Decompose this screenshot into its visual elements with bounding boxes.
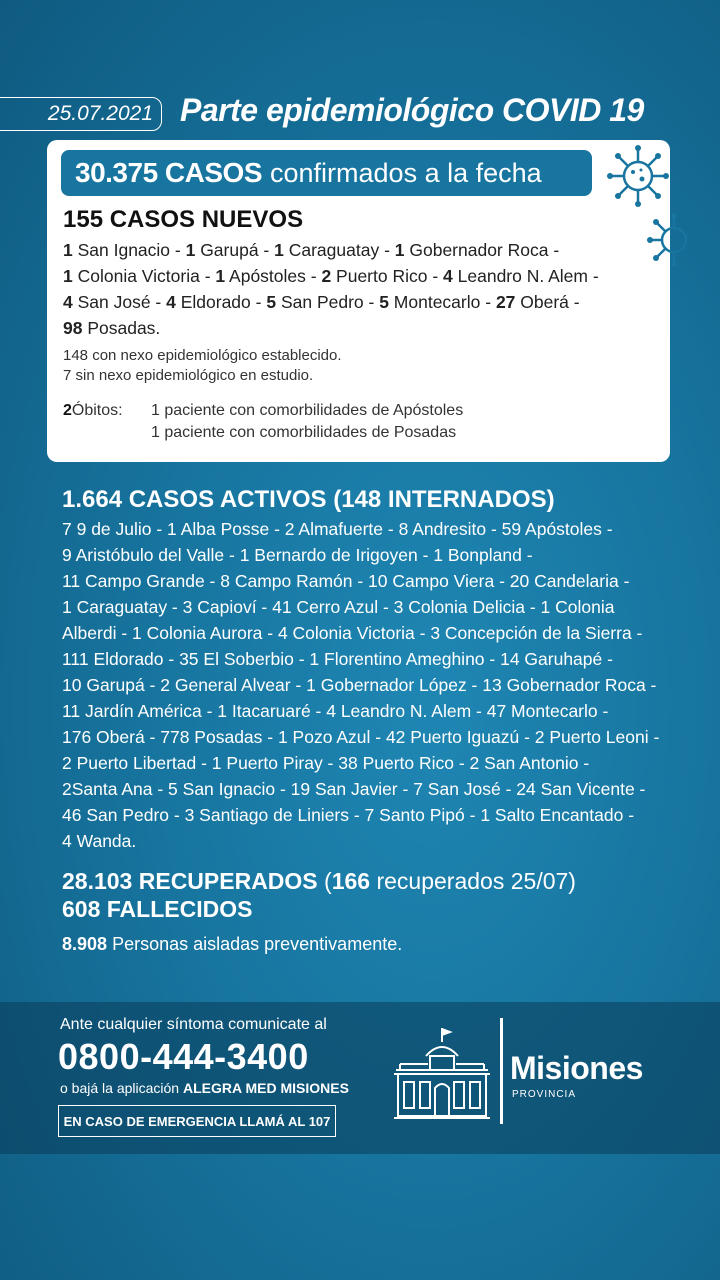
new-case-count: 1 — [215, 266, 226, 286]
date-text: 25.07.2021 — [47, 102, 153, 125]
recovered-paren: ( — [324, 868, 332, 894]
new-case-count: 1 — [394, 240, 405, 260]
isolated-line — [62, 934, 402, 955]
new-case-place: Apóstoles — [225, 266, 306, 286]
new-case-item — [379, 292, 480, 312]
footer-divider — [500, 1018, 503, 1124]
nexo-line-1: 148 con nexo epidemiológico establecido. — [63, 347, 342, 364]
footer-phone-number[interactable]: 0800-444-3400 — [58, 1036, 309, 1077]
brand-name: Misiones — [510, 1050, 643, 1086]
brand-subtitle: PROVINCIA — [512, 1089, 577, 1100]
recovered-today-label: recuperados 25/07) — [376, 868, 576, 894]
footer-emergency-text: EN CASO DE EMERGENCIA LLAMÁ AL 107 — [63, 1113, 331, 1129]
date-badge — [0, 97, 162, 131]
new-case-item — [274, 240, 379, 260]
new-case-place: Garupá — [195, 240, 259, 260]
new-case-item — [266, 292, 363, 312]
new-case-item — [166, 292, 251, 312]
new-case-place: Gobernador Roca — [404, 240, 549, 260]
virus-icon — [606, 144, 670, 208]
active-cases-line: 4 Wanda. — [62, 831, 137, 851]
new-case-count: 4 — [443, 266, 453, 286]
new-case-count: 4 — [166, 292, 176, 312]
active-cases-line: 11 Jardín América - 1 Itacaruaré - 4 Leandro N. Alem - 47 Montecarlo - — [62, 701, 609, 721]
new-case-count: 2 — [321, 266, 332, 286]
obitos-number: 2 — [63, 402, 72, 419]
new-case-item — [395, 240, 549, 260]
new-case-place: San Pedro — [276, 292, 364, 312]
obitos-word: Óbitos: — [71, 402, 123, 419]
active-cases-line: 111 Eldorado - 35 El Soberbio - 1 Florentino Ameghino - 14 Garuhapé - — [62, 649, 613, 669]
new-cases-title: 155 CASOS NUEVOS — [63, 206, 304, 233]
new-case-place: Leandro N. Alem — [452, 266, 588, 286]
deceased-total: 608 FALLECIDOS — [62, 896, 253, 922]
active-cases-line: 7 9 de Julio - 1 Alba Posse - 2 Almafuerte - 8 Andresito - 59 Apóstoles - — [62, 519, 613, 539]
obitos-line-1: 1 paciente con comorbilidades de Apóstoles — [151, 402, 464, 419]
new-case-item — [63, 318, 160, 338]
new-case-item — [496, 292, 569, 312]
government-building-icon — [392, 1026, 492, 1122]
confirmed-cases-number: 30.375 CASOS — [75, 157, 262, 188]
new-case-count: 98 — [63, 318, 83, 338]
new-case-place: San Ignacio — [72, 240, 171, 260]
active-cases-line: 9 Aristóbulo del Valle - 1 Bernardo de Irigoyen - 1 Bonpland - — [62, 545, 533, 565]
new-cases-list: 1 San Ignacio - 1 Garupá - 1 Caraguatay - 1 Gobernador Roca - 1 Colonia Victoria - 1 Apóstoles - 2 Puerto Rico - 4 Leandro N. Alem - 4 San José - 4 Eldorado - 5 San Pedro - 5 Montecarlo - 27 Oberá - 98 Posadas. — [63, 240, 599, 338]
new-case-place: Caraguatay — [283, 240, 380, 260]
active-cases-title: 1.664 CASOS ACTIVOS (148 INTERNADOS) — [62, 486, 555, 513]
new-case-count: 5 — [379, 292, 389, 312]
new-case-place: San José — [72, 292, 151, 312]
new-case-item — [63, 240, 170, 260]
new-case-count: 1 — [63, 266, 73, 286]
new-case-place: Eldorado — [175, 292, 251, 312]
confirmed-cases-label: confirmados a la fecha — [270, 157, 542, 188]
new-cases-card — [47, 140, 670, 462]
footer-symptom-text: Ante cualquier síntoma comunicate al — [60, 1016, 327, 1033]
active-cases-line: 1 Caraguatay - 3 Capioví - 41 Cerro Azul - 3 Colonia Delicia - 1 Colonia — [62, 597, 615, 617]
new-case-count: 1 — [274, 240, 284, 260]
active-cases-line: 46 San Pedro - 3 Santiago de Liniers - 7 Santo Pipó - 1 Salto Encantado - — [62, 805, 635, 825]
active-cases-line: 11 Campo Grande - 8 Campo Ramón - 10 Campo Viera - 20 Candelaria - — [62, 571, 630, 591]
page-title: Parte epidemiológico COVID 19 — [180, 92, 644, 128]
active-cases-list — [62, 516, 682, 854]
new-case-item — [321, 266, 427, 286]
nexo-line-2: 7 sin nexo epidemiológico en estudio. — [63, 367, 314, 384]
footer — [0, 1002, 720, 1154]
active-cases-line: 2 Puerto Libertad - 1 Puerto Piray - 38 Puerto Rico - 2 San Antonio - — [62, 753, 590, 773]
new-case-item — [215, 266, 305, 286]
new-case-count: 4 — [63, 292, 73, 312]
footer-app-name: ALEGRA MED MISIONES — [182, 1080, 349, 1096]
active-cases-line: Alberdi - 1 Colonia Aurora - 4 Colonia Victoria - 3 Concepción de la Sierra - — [62, 623, 643, 643]
footer-app-prefix: o bajá la aplicación — [60, 1080, 180, 1096]
footer-emergency-box — [58, 1105, 336, 1137]
nexo-info — [63, 346, 342, 386]
isolated-label: Personas aisladas preventivamente. — [112, 934, 403, 954]
confirmed-cases-banner — [61, 150, 592, 196]
obitos-details — [151, 400, 463, 444]
obitos-line-2: 1 paciente con comorbilidades de Posadas — [151, 424, 457, 441]
new-case-count: 1 — [185, 240, 196, 260]
recovered-total: 28.103 RECUPERADOS — [62, 868, 318, 894]
new-case-count: 27 — [495, 292, 516, 312]
new-case-place: Posadas. — [82, 318, 161, 338]
virus-icon-small — [644, 212, 692, 268]
new-case-place: Colonia Victoria — [72, 266, 200, 286]
active-cases-line: 10 Garupá - 2 General Alvear - 1 Gobernador López - 13 Gobernador Roca - — [62, 675, 657, 695]
recovered-line — [62, 868, 576, 895]
new-case-place: Oberá — [515, 292, 569, 312]
new-case-item — [63, 266, 200, 286]
new-case-place: Montecarlo — [388, 292, 481, 312]
obitos-info — [63, 400, 463, 444]
new-case-place: Puerto Rico — [331, 266, 428, 286]
new-case-count: 5 — [266, 292, 277, 312]
new-case-item — [186, 240, 259, 260]
obitos-label — [63, 400, 151, 444]
recovered-today: 166 — [331, 868, 371, 894]
new-case-count: 1 — [63, 240, 73, 260]
isolated-number: 8.908 — [62, 934, 108, 954]
active-cases-line: 2Santa Ana - 5 San Ignacio - 19 San Javier - 7 San José - 24 San Vicente - — [62, 779, 646, 799]
new-case-item — [443, 266, 588, 286]
active-cases-line: 176 Oberá - 778 Posadas - 1 Pozo Azul - 42 Puerto Iguazú - 2 Puerto Leoni - — [62, 727, 660, 747]
new-case-item — [63, 292, 151, 312]
footer-app-text — [60, 1080, 349, 1096]
